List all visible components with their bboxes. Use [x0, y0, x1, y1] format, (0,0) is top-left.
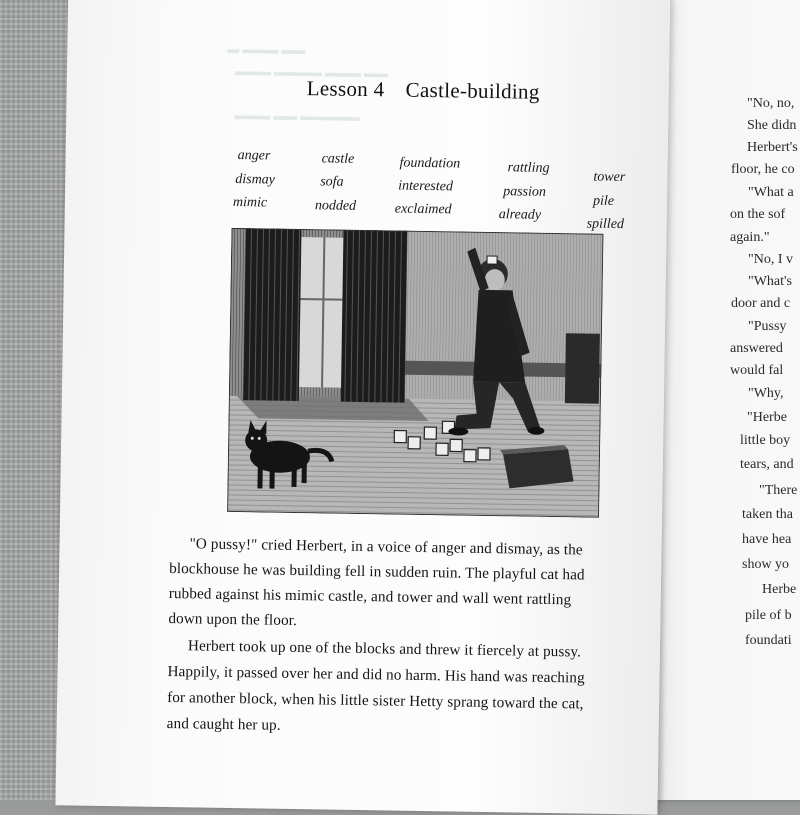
right-page-line: have hea [742, 532, 792, 547]
vocab-word: pile [592, 193, 615, 209]
right-page-line: pile of b [745, 608, 792, 623]
right-page-line: Herbe [762, 582, 797, 597]
right-page-line: little boy [740, 433, 791, 448]
right-page-line: "Herbe [747, 410, 787, 425]
paragraph-line: Happily, it passed over her and did no harm. His hand was reaching [167, 662, 585, 687]
vocab-word: castle [321, 151, 355, 167]
vocab-word: passion [503, 184, 547, 200]
right-page-line: "No, I v [748, 252, 793, 267]
vocab-word: interested [398, 178, 454, 195]
bleed-through: ▬▬▬ ▬▬ ▬▬▬▬▬ [234, 107, 361, 124]
lesson-title: Lesson 4 Castle-building [306, 76, 540, 104]
right-page-line: again." [730, 230, 770, 245]
vocab-word: anger [237, 148, 271, 164]
right-page-line: floor, he co [731, 162, 795, 177]
vocab-word: dismay [235, 171, 276, 188]
paragraph-line: "O pussy!" cried Herbert, in a voice of anger and dismay, as the [189, 535, 583, 559]
left-page [55, 0, 670, 815]
paragraph-line: Herbert took up one of the blocks and threw it fiercely at pussy. [187, 637, 582, 661]
vocab-word: nodded [314, 198, 357, 214]
right-page-line: tears, and [740, 457, 794, 472]
vocab-word: already [498, 207, 542, 223]
right-page-line: "Why, [748, 386, 784, 401]
right-page-line: answered [730, 341, 783, 356]
right-page-line: "Pussy [748, 319, 787, 334]
right-page-line: Herbert's [747, 140, 798, 155]
right-page-line: on the sof [730, 207, 786, 222]
paragraph-line: for another block, when his little sister Hetty sprang toward the cat, [167, 688, 584, 713]
right-page-line: "What a [748, 185, 794, 200]
vocab-word: mimic [232, 194, 268, 211]
right-page-line: "There [759, 483, 798, 498]
right-page-line: would fal [730, 363, 784, 378]
right-page-line: She didn [747, 118, 797, 133]
right-page-line: "What's [748, 274, 793, 289]
paragraph-line: rubbed against his mimic castle, and tower and wall went rattling [168, 584, 572, 609]
vocab-word: rattling [507, 160, 550, 176]
right-page-line: taken tha [742, 507, 793, 522]
vocab-word: exclaimed [394, 201, 452, 218]
right-page-line: door and c [731, 296, 791, 311]
curtain-left [243, 228, 302, 401]
right-page-line: show yo [742, 557, 790, 572]
paragraph-line: and caught her up. [166, 714, 281, 734]
paragraph-line: down upon the floor. [168, 609, 298, 630]
right-page-line: "No, no, [747, 96, 795, 111]
right-page [655, 0, 800, 800]
bleed-through: ▬▬▬ ▬▬▬▬ ▬▬▬ ▬▬ [234, 63, 389, 81]
bleed-through: ▬ ▬▬▬ ▬▬ [227, 41, 306, 58]
vocab-word: spilled [586, 216, 625, 233]
castle-building-illustration [227, 228, 603, 518]
vocab-word: sofa [320, 174, 344, 190]
paragraph-line: blockhouse he was building fell in sudden ruin. The playful cat had [169, 559, 585, 584]
curtain-right [341, 230, 408, 403]
right-page-line: foundati [745, 633, 792, 648]
vocab-word: foundation [399, 155, 461, 172]
vocab-word: tower [593, 169, 626, 186]
